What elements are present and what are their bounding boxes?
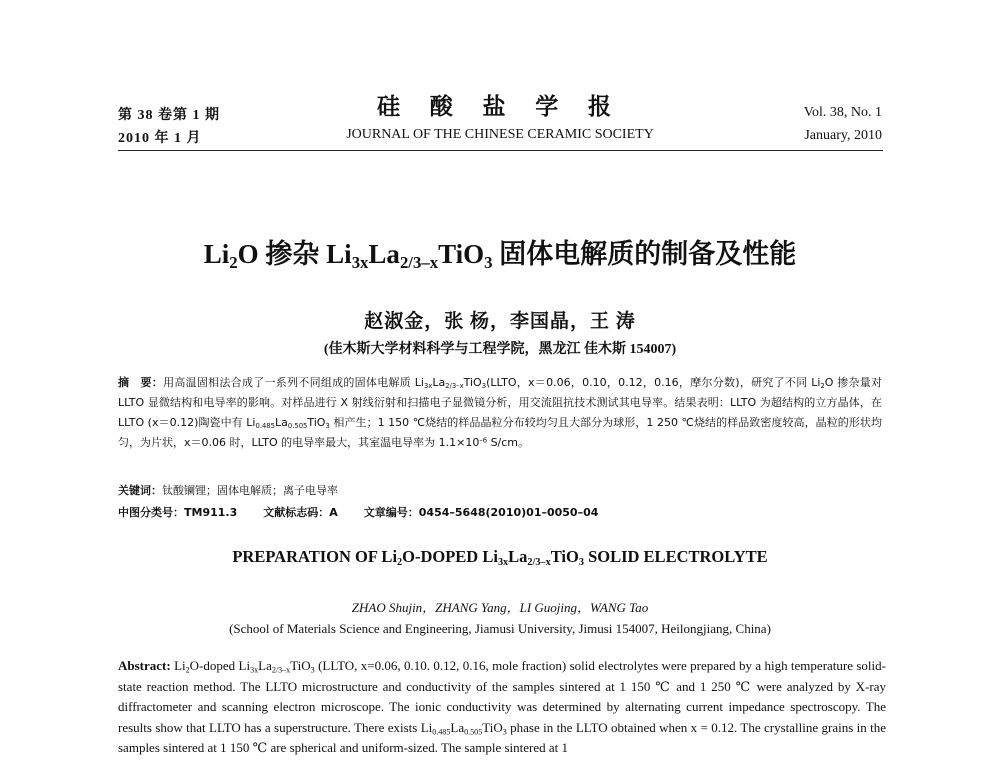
abstract-en: Abstract: $Li_2O$-doped $Li_{3x}La_{2/3-x}TiO_3$ (LLTO, x=0.06, 0.10. 0.12, 0.16, mole fraction) solid electrolytes were prepared by a high temperature solid-state reaction method. The LLTO microstructure and conductivity of the samples sintered at 1 150 ℃ and 1 250 ℃ were analyzed by X-ray diffractometer and scanning electron microscope. The ionic conductivity was determined by alternating current impedance spectroscopy. The results show that LLTO has a superstructure. There exists $Li_{0.485}La_{0.505}TiO_3$ phase in the LLTO obtained when x = 0.12. The crystalline grains in the samples sintered at 1 150 ℃ are spherical and uniform-sized. The sample sintered at 1: [118, 658, 886, 755]
paper-title-en: PREPARATION OF $Li_2O$-DOPED $Li_{3x}La_{2/3-x}TiO_3$ SOLID ELECTROLYTE: [232, 547, 768, 569]
journal-title-cn: 硅 酸 盐 学 报: [377, 94, 623, 119]
paper-title-cn: $Li_2O$ 掺杂 $Li_{3x}La_{2/3-x}TiO_3$ 固体电解质的制备及性能: [203, 239, 797, 273]
authors-en: ZHAO Shujin，ZHANG Yang，LI Guojing，WANG Tao: [351, 600, 649, 615]
class-number: 中图分类号：TM911.3: [118, 506, 238, 519]
keywords-cn-value: 钛酸镧锂；固体电解质；离子电导率: [162, 484, 338, 497]
header-volume-en: Vol. 38, No. 1: [803, 105, 882, 120]
affiliation-en: (School of Materials Science and Engineering, Jiamusi University, Jimusi 154007, Heilongjiang, China): [229, 621, 771, 636]
abstract-en-label: Abstract:: [118, 658, 171, 673]
classification-line: [118, 504, 598, 520]
header-volume-cn: 第 38 卷第 1 期: [118, 108, 220, 123]
header-rule: [118, 150, 883, 151]
abstract-cn-label: 摘 要：: [118, 376, 164, 389]
affiliation-cn: (佳木斯大学材料科学与工程学院，黑龙江 佳木斯 154007): [323, 342, 677, 357]
abstract-cn: 摘 要：用高温固相法合成了一系列不同组成的固体电解质 $Li_{3x}La_{2/3-x}TiO_3(LLTO$，x＝0.06，0.10，0.12，0.16，摩尔分数)，研究了不同 $Li_2O$ 掺杂量对 LLTO 显微结构和电导率的影响。对样品进行 X 射线衍射和扫描电子显微镜分析，用交流阻抗技术测试其电导率。结果表明：LLTO 为超结构的立方晶体，在 LLTO (x＝0.12)陶瓷中有 $Li_{0.485}La_{0.505}TiO_3$ 相产生；1 150 ℃烧结的样品晶粒分布较均匀且大部分为球形，1 250 ℃烧结的样品致密度较高，晶粒的形状均匀，为片状，x＝0.06 时，LLTO 的电导率最大，其室温电导率为 $1.1\times 10^{-6}$ S/cm。: [118, 376, 882, 449]
document-code: 文献标志码：A: [263, 506, 338, 519]
article-number: 文章编号：0454–5648(2010)01–0050–04: [363, 506, 599, 519]
header-date-cn: 2010 年 1 月: [118, 131, 202, 146]
authors-cn: 赵淑金，张 杨，李国晶，王 涛: [364, 311, 636, 332]
keywords-cn-label: 关键词：: [118, 484, 162, 497]
header-date-en: January, 2010: [804, 128, 882, 143]
journal-title-en: JOURNAL OF THE CHINESE CERAMIC SOCIETY: [346, 127, 654, 142]
keywords-cn: [118, 482, 338, 498]
